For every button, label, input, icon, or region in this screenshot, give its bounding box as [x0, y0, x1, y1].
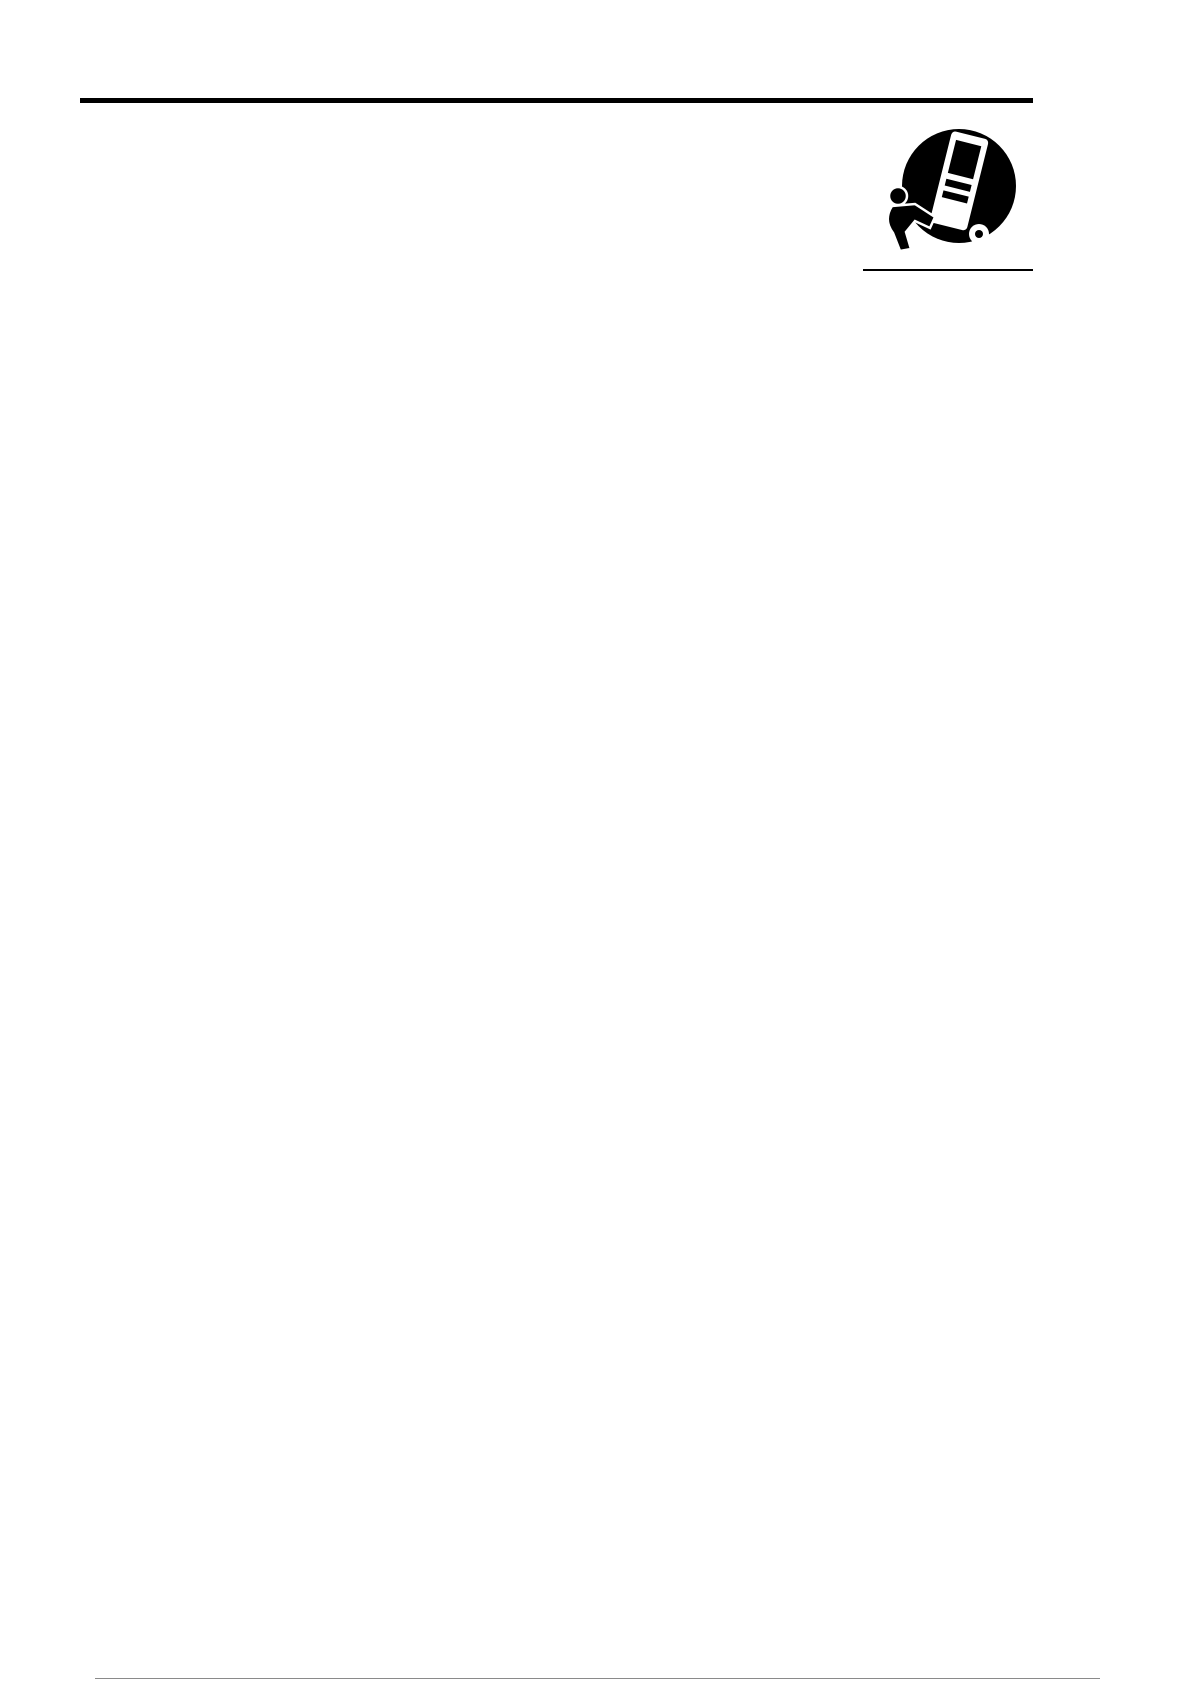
portable-cart-warning [863, 119, 1033, 275]
top-rule [80, 98, 1033, 103]
page-content [80, 98, 1033, 281]
tipping-cart-icon [871, 122, 1025, 268]
bottom-rule [95, 1678, 1100, 1679]
cart-warning-code [863, 271, 1033, 275]
